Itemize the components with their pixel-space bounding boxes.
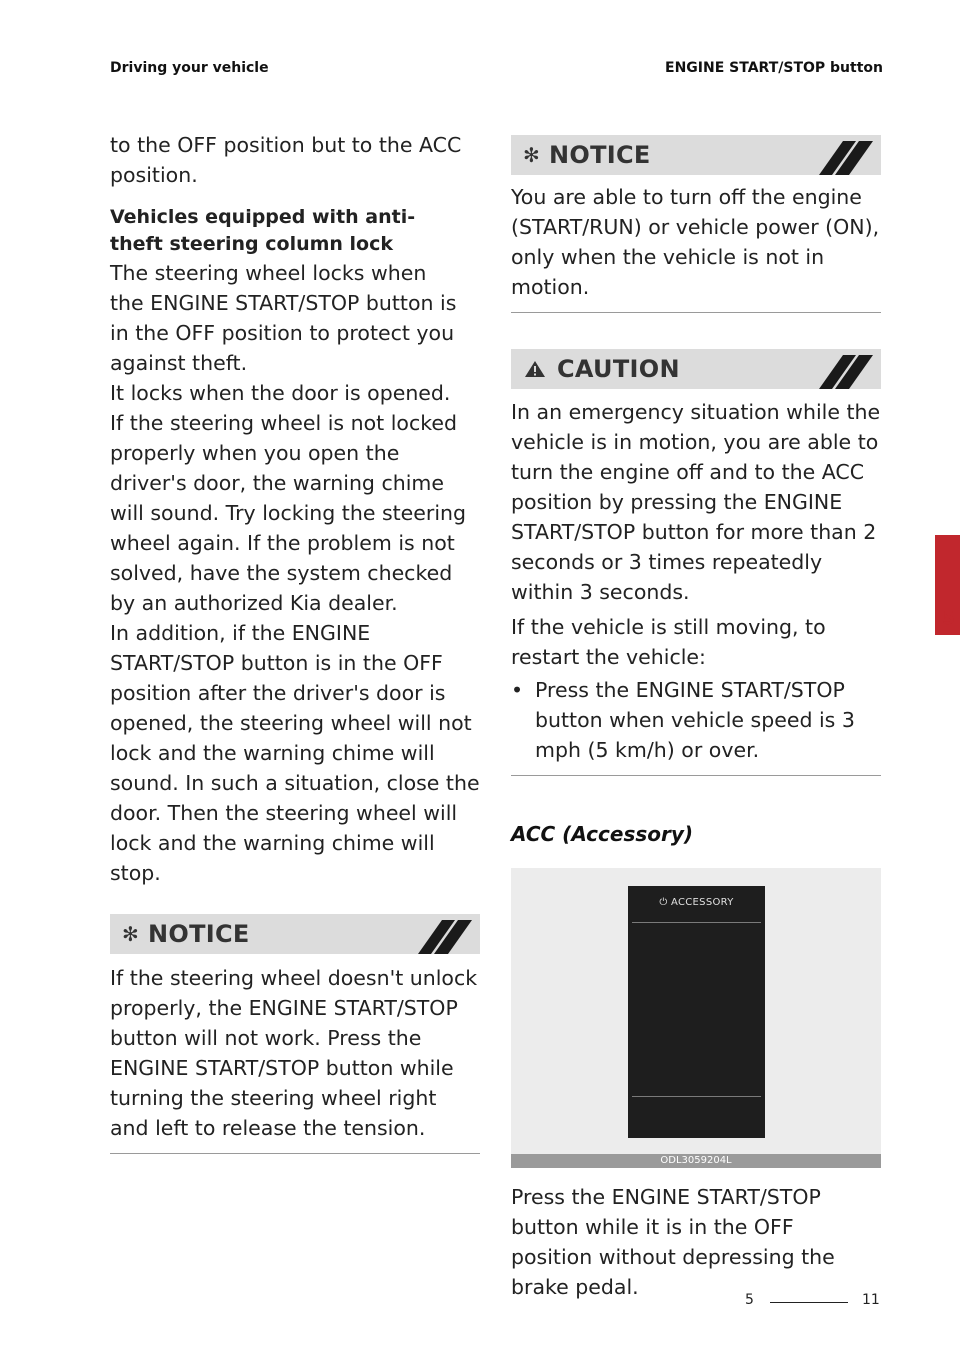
slash-stripes-icon bbox=[819, 135, 875, 175]
acc-heading: ACC (Accessory) bbox=[511, 822, 694, 846]
warning-chime-paragraph: If the steering wheel is not locked properly when you open the driver's door, the warning chime will sound. Try locking the steering wheel again. If the problem is not solved, have the system checked by an authorized Kia dealer. bbox=[110, 411, 467, 615]
bullet-dot: • bbox=[511, 678, 524, 702]
right-column bbox=[511, 130, 881, 1302]
intro-paragraph: to the OFF position but to the ACC position. bbox=[110, 133, 462, 187]
notice-divider bbox=[110, 1153, 480, 1154]
caution-bullet-item bbox=[511, 675, 881, 765]
footer-page-number: 11 bbox=[862, 1292, 880, 1308]
slash-stripes-icon bbox=[418, 914, 474, 954]
engine-off-notice-text: You are able to turn off the engine (START/RUN) or vehicle power (ON), only when the vehicle is not in motion. bbox=[511, 185, 880, 299]
caution-title: CAUTION bbox=[557, 355, 680, 383]
anti-theft-subheading: Vehicles equipped with anti-theft steering column lock bbox=[110, 206, 416, 255]
door-lock-paragraph: It locks when the door is opened. bbox=[110, 381, 451, 405]
additional-paragraph: In addition, if the ENGINE START/STOP button is in the OFF position after the driver's door is opened, the steering wheel will not lock and the warning chime will sound. In such a situation, close the door. Then the steering wheel will lock and the warning chime will stop. bbox=[110, 621, 480, 885]
footer-divider bbox=[770, 1302, 848, 1303]
acc-figure bbox=[511, 868, 881, 1168]
caution-divider bbox=[511, 775, 881, 776]
acc-paragraph: Press the ENGINE START/STOP button while it is in the OFF position without depressing the brake pedal. bbox=[511, 1185, 835, 1299]
notice-bar bbox=[110, 914, 480, 954]
display-top-line bbox=[632, 922, 761, 923]
cluster-display bbox=[628, 886, 765, 1138]
asterisk-icon: ✻ bbox=[122, 922, 139, 946]
slash-stripes-icon bbox=[819, 349, 875, 389]
chapter-tab-number: 5 bbox=[942, 608, 955, 629]
display-bottom-line bbox=[632, 1096, 761, 1097]
notice-text: If the steering wheel doesn't unlock properly, the ENGINE START/STOP button will not work. Press the ENGINE START/STOP button while turning the steering wheel right and left to release the tension. bbox=[110, 966, 478, 1140]
caution-restart-paragraph: If the vehicle is still moving, to restart the vehicle: bbox=[511, 615, 826, 669]
running-header-left: Driving your vehicle bbox=[110, 60, 269, 76]
notice-title: NOTICE bbox=[549, 141, 651, 169]
asterisk-icon: ✻ bbox=[523, 143, 540, 167]
notice-bar bbox=[511, 135, 881, 175]
footer-section-number: 5 bbox=[745, 1292, 754, 1308]
power-icon: ⏻ bbox=[659, 897, 668, 908]
warning-triangle-icon bbox=[523, 359, 547, 379]
notice-divider bbox=[511, 312, 881, 313]
anti-theft-paragraph: The steering wheel locks when the ENGINE START/STOP button is in the OFF position to protect you against theft. bbox=[110, 261, 457, 375]
figure-code: ODL3059204L bbox=[511, 1154, 881, 1168]
running-header-right: ENGINE START/STOP button bbox=[665, 60, 883, 76]
notice-title: NOTICE bbox=[148, 920, 250, 948]
bullet-text: Press the ENGINE START/STOP button when vehicle speed is 3 mph (5 km/h) or over. bbox=[535, 678, 855, 762]
caution-bar bbox=[511, 349, 881, 389]
caution-paragraph: In an emergency situation while the vehicle is in motion, you are able to turn the engine off and to the ACC position by pressing the ENGINE START/STOP button for more than 2 seconds or 3 times repeatedly within 3 seconds. bbox=[511, 400, 881, 604]
accessory-label: ⏻ ACCESSORY bbox=[659, 897, 734, 908]
left-column bbox=[110, 130, 480, 1154]
